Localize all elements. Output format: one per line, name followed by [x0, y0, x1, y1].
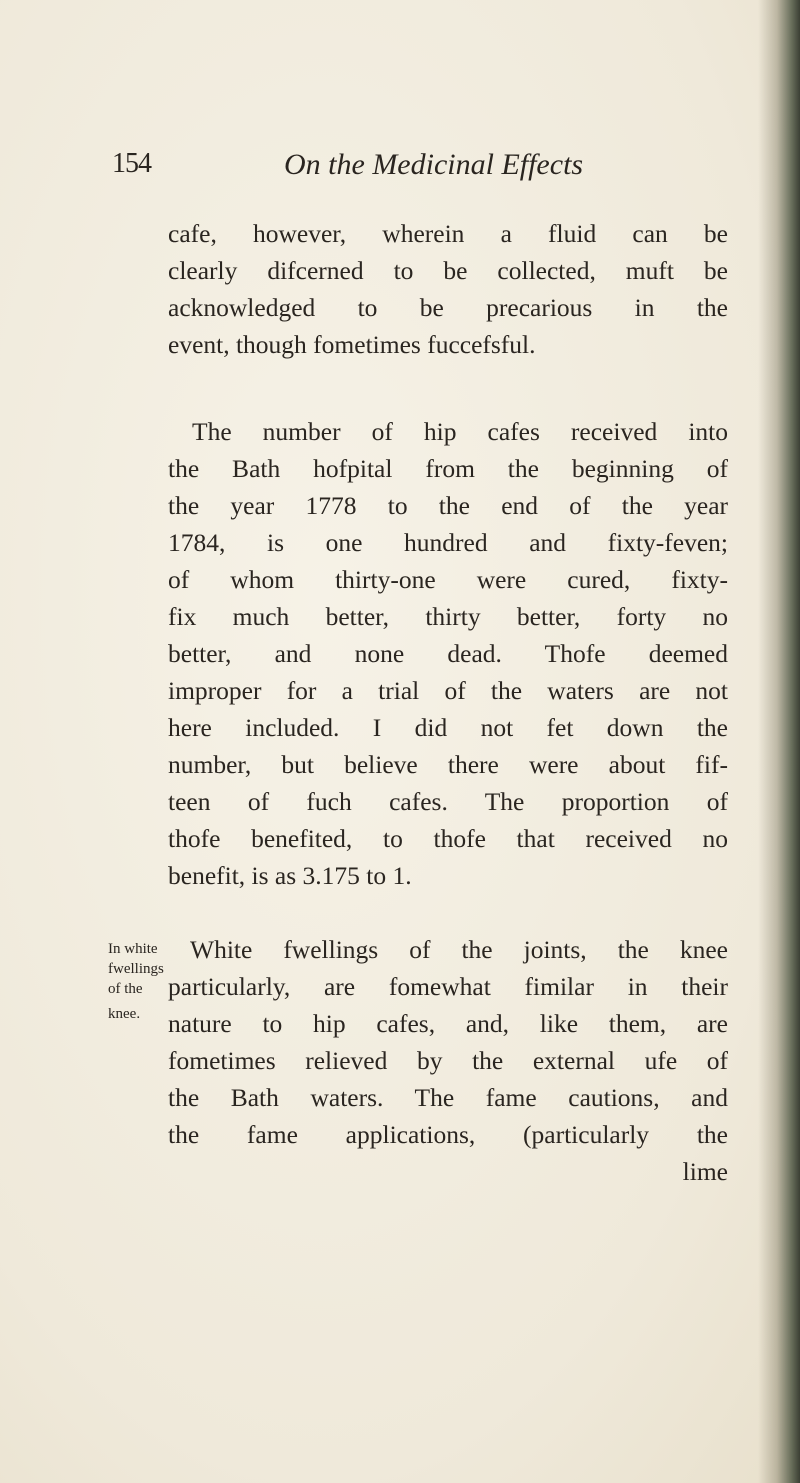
page-number: 154: [112, 148, 151, 179]
text-line: The number of hip cafes received into: [192, 417, 728, 446]
page-edge-shadow: [758, 0, 800, 1483]
text-line: benefit, is as 3.175 to 1.: [168, 861, 412, 890]
text-line: particularly, are fomewhat fimilar in their: [168, 972, 728, 1001]
catchword: lime: [682, 1157, 728, 1186]
text-line: White fwellings of the joints, the knee: [190, 935, 728, 964]
text-line: teen of fuch cafes. The proportion of: [168, 787, 728, 816]
text-line: of whom thirty-one were cured, fixty-: [168, 565, 728, 594]
margin-note-line: fwellings: [108, 961, 164, 977]
text-line: clearly difcerned to be collected, muft be: [168, 256, 728, 285]
text-line: 1784, is one hundred and fixty-feven;: [168, 528, 728, 557]
text-line: improper for a trial of the waters are not: [168, 676, 728, 705]
page-header: [112, 148, 732, 188]
margin-note-line: of the: [108, 981, 143, 997]
text-line: fometimes relieved by the external ufe of: [168, 1046, 728, 1075]
text-line: number, but believe there were about fif-: [168, 750, 728, 779]
margin-note-line: In white: [108, 941, 158, 957]
text-line: nature to hip cafes, and, like them, are: [168, 1009, 728, 1038]
text-line: better, and none dead. Thofe deemed: [168, 639, 728, 668]
text-line: cafe, however, wherein a fluid can be: [168, 219, 728, 248]
running-head: On the Medicinal Effects: [284, 148, 584, 181]
margin-note-line: knee.: [108, 1006, 141, 1022]
text-line: the fame applications, (particularly the: [168, 1120, 728, 1149]
text-line: acknowledged to be precarious in the: [168, 293, 728, 322]
text-line: event, though fometimes fuccefsful.: [168, 330, 536, 359]
text-line: the Bath waters. The fame cautions, and: [168, 1083, 728, 1112]
text-line: the year 1778 to the end of the year: [168, 491, 728, 520]
text-line: fix much better, thirty better, forty no: [168, 602, 728, 631]
text-line: thofe benefited, to thofe that received no: [168, 824, 728, 853]
text-line: here included. I did not fet down the: [168, 713, 728, 742]
text-line: the Bath hofpital from the beginning of: [168, 454, 728, 483]
